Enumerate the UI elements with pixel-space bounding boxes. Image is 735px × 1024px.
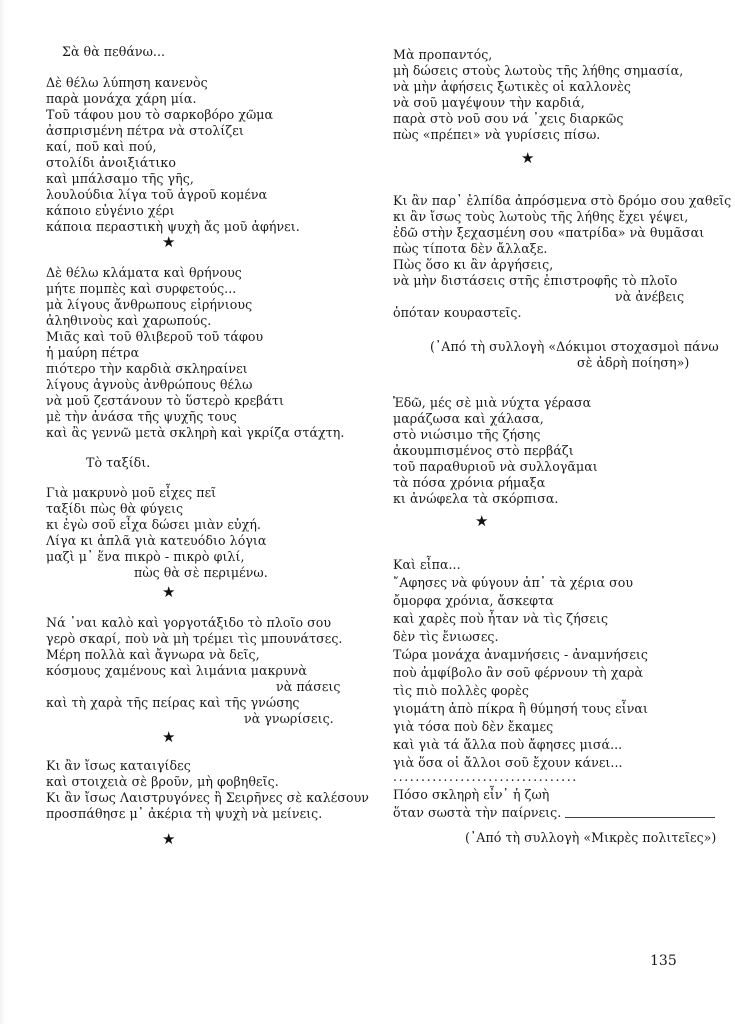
poem-line: Μιᾶς καὶ τοῦ θλιβεροῦ τοῦ τάφου bbox=[46, 329, 264, 344]
poem-line: λουλούδια λίγα τοῦ ἀγροῦ κομένα bbox=[46, 187, 268, 202]
poem-line: καὶ στοιχειὰ σὲ βροῦν, μὴ φοβηθεῖς. bbox=[46, 774, 279, 789]
poem-line: νὰ πάσεις bbox=[276, 679, 341, 694]
poem-line: πὼς θὰ σὲ περιμένω. bbox=[134, 565, 268, 580]
poem-line: Νά ᾽ναι καλὸ καὶ γοργοτάξιδο τὸ πλοῖο σου bbox=[46, 615, 332, 630]
poem-line: κάποιο εὐγένιο χέρι bbox=[46, 203, 175, 218]
source-citation: σὲ ἀδρὴ ποίηση») bbox=[577, 355, 690, 370]
poem-line: ἀκουμπισμένος στὸ περβάζι bbox=[393, 443, 574, 458]
poem-line: ἐδῶ στὴν ξεχασμένη σου «πατρίδα» νὰ θυμᾶσαι bbox=[393, 225, 705, 240]
closing-rule bbox=[565, 817, 715, 818]
poem-line: ποὺ ἀμφίβολο ἂν σοῦ φέρνουν τὴ χαρὰ bbox=[393, 665, 644, 680]
poem-line: μὲ τὴν ἀνάσα τῆς ψυχῆς τους bbox=[46, 409, 237, 424]
poem-line: ἀληθινοὺς καὶ χαρωπούς. bbox=[46, 313, 212, 328]
poem-line: τοῦ παραθυριοῦ νὰ συλλογᾶμαι bbox=[393, 459, 598, 474]
poem-line: Πόσο σκληρὴ εἶν᾽ ἡ ζωὴ bbox=[393, 787, 550, 802]
poem-line: μὴ δώσεις στοὺς λωτοὺς τῆς λήθης σημασία, bbox=[393, 63, 684, 78]
poem-line: κι ἐγὼ σοῦ εἶχα δώσει μιὰν εὐχή. bbox=[46, 517, 261, 532]
poem-line: ταξίδι πὼς θὰ φύγεις bbox=[46, 501, 184, 516]
poem-line: νὰ μὴν διστάσεις στῆς ἐπιστροφῆς τὸ πλοῖο bbox=[393, 273, 678, 288]
poem-title: Τὸ ταξίδι. bbox=[86, 455, 151, 470]
poem-line: καὶ γιὰ τά ἄλλα ποὺ ἄφησες μισά... bbox=[393, 737, 623, 752]
poem-line: λίγους ἁγνοὺς ἀνθρώπους θέλω bbox=[46, 377, 253, 392]
poem-line: μαζὶ μ᾽ ἕνα πικρὸ - πικρὸ φιλί, bbox=[46, 549, 245, 564]
source-citation: (᾽Από τὴ συλλογὴ «Δόκιμοι στοχασμοὶ πάνω bbox=[430, 339, 719, 354]
poem-line: νὰ γνωρίσεις. bbox=[244, 711, 334, 726]
poem-line: Γιὰ μακρυνὸ μοῦ εἶχες πεῖ bbox=[46, 485, 217, 500]
poem-line: ἀσπρισμένη πέτρα νὰ στολίζει bbox=[46, 123, 244, 138]
separator-star-icon: ★ bbox=[162, 583, 176, 601]
poem-line: Τοῦ τάφου μου τὸ σαρκοβόρο χῶμα bbox=[46, 107, 274, 122]
separator-star-icon: ★ bbox=[162, 233, 176, 251]
poem-line: Μὰ προπαντός, bbox=[393, 47, 493, 62]
poem-line: μαράζωσα καὶ χάλασα, bbox=[393, 411, 544, 426]
poem-line: ῎Αφησες νὰ φύγουν ἀπ᾽ τὰ χέρια σου bbox=[393, 575, 634, 590]
poem-line: καί, ποῦ καὶ πού, bbox=[46, 139, 157, 154]
poem-title: Σὰ θὰ πεθάνω... bbox=[62, 44, 166, 59]
poem-line: Δὲ θέλω κλάματα καὶ θρήνους bbox=[46, 265, 242, 280]
poem-line: μήτε πομπὲς καὶ συρφετούς... bbox=[46, 281, 237, 296]
poem-line: καὶ μπάλσαμο τῆς γῆς, bbox=[46, 171, 194, 186]
poem-line: μὰ λίγους ἄνθρωπους εἰρήνιους bbox=[46, 297, 253, 312]
poem-line: γιομάτη ἀπὸ πίκρα ἢ θύμησή τους εἶναι bbox=[393, 701, 648, 716]
poem-line: δὲν τὶς ἔνιωσες. bbox=[393, 629, 499, 644]
poem-line: νὰ μὴν ἀφήσεις ξωτικὲς οἱ καλλονὲς bbox=[393, 79, 631, 94]
poem-line: νὰ σοῦ μαγέψουν τὴν καρδιά, bbox=[393, 95, 585, 110]
poem-line: ἡ μαύρη πέτρα bbox=[46, 345, 140, 360]
poem-line: τὶς πιὸ πολλὲς φορὲς bbox=[393, 683, 530, 698]
separator-star-icon: ★ bbox=[162, 830, 176, 848]
poem-line: γερὸ σκαρί, ποὺ νὰ μὴ τρέμει τὶς μπουνάτσες. bbox=[46, 631, 343, 646]
poem-line: κι ἂν ἴσως τοὺς λωτοὺς τῆς λήθης ἔχει γέψει, bbox=[393, 209, 689, 224]
poem-line: ὅταν σωστὰ τὴν παίρνεις. bbox=[393, 805, 562, 820]
poem-line: Δὲ θέλω λύπηση κανενὸς bbox=[46, 75, 208, 90]
poem-line: κι ἀνώφελα τὰ σκόρπισα. bbox=[393, 491, 559, 506]
poem-line: καὶ ἂς γεννῶ μετὰ σκληρὴ καὶ γκρίζα στάχτη. bbox=[46, 425, 345, 440]
separator-star-icon: ★ bbox=[475, 512, 489, 530]
separator-star-icon: ★ bbox=[521, 149, 535, 167]
poem-line: στὸ νιώσιμο τῆς ζήσης bbox=[393, 427, 541, 442]
poem-line: προσπάθησε μ᾽ ἀκέρια τὴ ψυχὴ νὰ μείνεις. bbox=[46, 806, 323, 821]
poem-line: Λίγα κι ἁπλᾶ γιὰ κατευόδιο λόγια bbox=[46, 533, 267, 548]
poem-line: κόσμους χαμένους καὶ λιμάνια μακρυνὰ bbox=[46, 663, 307, 678]
poem-line: τὰ πόσα χρόνια ρήμαξα bbox=[393, 475, 546, 490]
poem-line: Κι ἂν ἴσως καταιγίδες bbox=[46, 758, 191, 773]
poem-line: νὰ μοῦ ζεστάνουν τὸ ὕστερὸ κρεβάτι bbox=[46, 393, 285, 408]
poem-line: Ἐδῶ, μές σὲ μιὰ νύχτα γέρασα bbox=[393, 395, 592, 410]
poem-line: πιότερο τὴν καρδιὰ σκληραίνει bbox=[46, 361, 248, 376]
source-citation: (᾽Από τὴ συλλογὴ «Μικρὲς πολιτεῖες») bbox=[465, 830, 717, 845]
page-edge-shadow bbox=[0, 0, 6, 1024]
separator-star-icon: ★ bbox=[162, 728, 176, 746]
poem-line: Πὼς ὅσο κι ἂν ἀργήσεις, bbox=[393, 257, 554, 272]
poem-line: ὁπόταν κουραστεῖς. bbox=[393, 305, 522, 320]
ellipsis-separator: ................................. bbox=[393, 769, 578, 784]
page-number: 135 bbox=[650, 953, 677, 969]
poem-line: ὄμορφα χρόνια, ἄσκεφτα bbox=[393, 593, 554, 608]
poem-line: Κι ἂν ἴσως Λαιστρυγόνες ἢ Σειρῆνες σὲ καλέσουν bbox=[46, 790, 370, 805]
poem-line: κάποια περαστικὴ ψυχὴ ἄς μοῦ ἀφήνει. bbox=[46, 219, 300, 234]
poem-line: καὶ χαρὲς ποὺ ἦταν νὰ τὶς ζήσεις bbox=[393, 611, 609, 626]
poem-line: πὼς τίποτα δὲν ἄλλαξε. bbox=[393, 241, 548, 256]
poem-line: παρὰ μονάχα χάρη μία. bbox=[46, 91, 197, 106]
poem-line: γιὰ ὅσα οἱ ἄλλοι σοῦ ἔχουν κάνει... bbox=[393, 755, 623, 770]
poem-line: Μέρη πολλὰ καὶ ἄγνωρα νὰ δεῖς, bbox=[46, 647, 260, 662]
poem-line: καὶ τὴ χαρὰ τῆς πείρας καὶ τῆς γνώσης bbox=[46, 695, 300, 710]
poem-title: Καὶ εἶπα... bbox=[393, 557, 461, 572]
poem-line: παρὰ στὸ νοῦ σου νά ᾽χεις διαρκῶς bbox=[393, 111, 624, 126]
poem-line: Κι ἂν παρ᾽ ἐλπίδα ἀπρόσμενα στὸ δρόμο σου χαθεῖς bbox=[393, 193, 732, 208]
poem-line: γιὰ τόσα ποὺ δὲν ἔκαμες bbox=[393, 719, 554, 734]
poem-line: πὼς «πρέπει» νὰ γυρίσεις πίσω. bbox=[393, 127, 601, 142]
poem-line: νὰ ἀνέβεις bbox=[615, 289, 685, 304]
poem-line: στολίδι ἀνοιξιάτικο bbox=[46, 155, 176, 170]
poem-line: Τώρα μονάχα ἀναμνήσεις - ἀναμνήσεις bbox=[393, 647, 648, 662]
